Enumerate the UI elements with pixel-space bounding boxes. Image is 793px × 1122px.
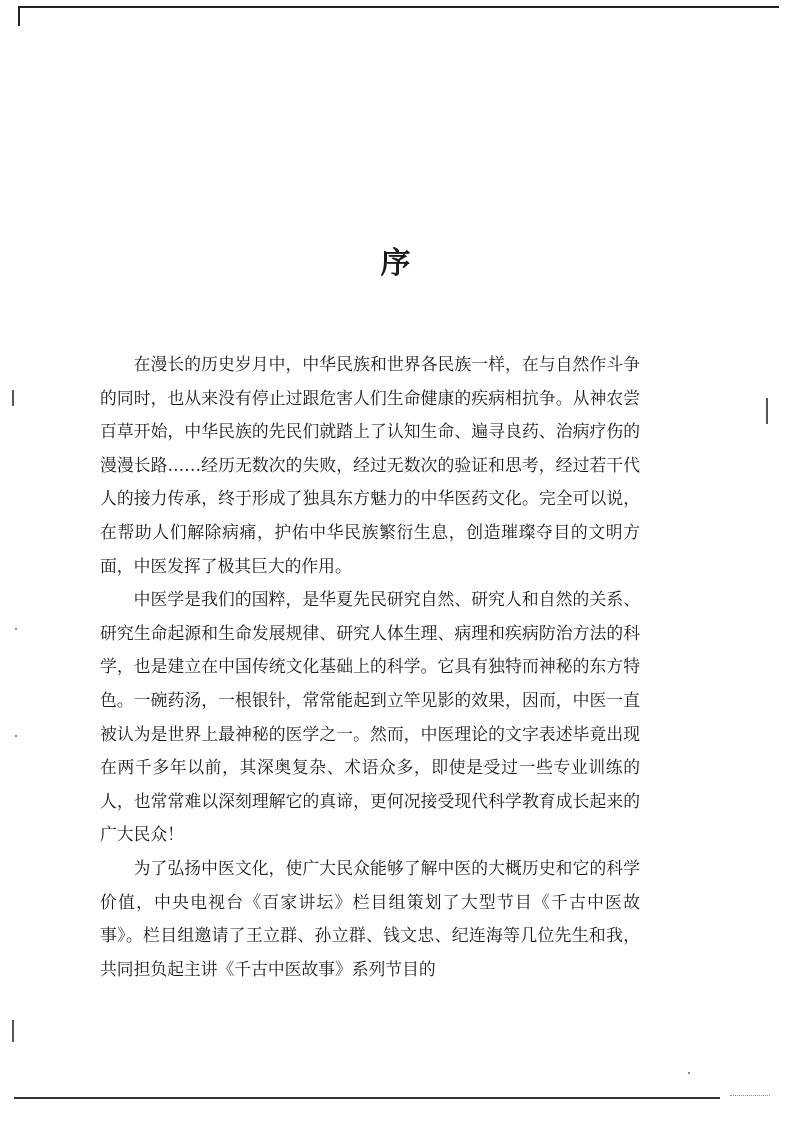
margin-mark	[766, 398, 768, 424]
margin-mark	[12, 390, 14, 406]
scan-speck	[688, 1072, 690, 1074]
scan-speck	[15, 628, 17, 630]
paragraph: 中医学是我们的国粹，是华夏先民研究自然、研究人和自然的关系、研究生命起源和生命发展规律、研究人体生理、病理和疾病防治方法的科学，也是建立在中国传统文化基础上的科学。它具有独特而神秘的东方特色。一碗药汤，一根银针，常常能起到立竿见影的效果，因而，中医一直被认为是世界上最神秘的医学之一。然而，中医理论的文字表述毕竟出现在两千多年以前，其深奥复杂、术语众多，即使是受过一些专业训练的人，也常常难以深刻理解它的真谛，更何况接受现代科学教育成长起来的广大民众！	[100, 589, 640, 845]
scan-speck	[15, 735, 17, 737]
body-text	[100, 348, 640, 986]
paragraph: 为了弘扬中医文化，使广大民众能够了解中医的大概历史和它的科学价值，中央电视台《百家讲坛》栏目组策划了大型节目《千古中医故事》。栏目组邀请了王立群、孙立群、钱文忠、纪连海等几位先生和我，共同担负起主讲《千古中医故事》系列节目的	[100, 857, 640, 979]
top-border-line	[18, 6, 779, 8]
top-left-border-line	[18, 6, 20, 26]
page-title: 序	[380, 246, 413, 282]
bottom-dotted-line	[730, 1095, 770, 1096]
paragraph: 在漫长的历史岁月中，中华民族和世界各民族一样，在与自然作斗争的同时，也从来没有停止过跟危害人们生命健康的疾病相抗争。从神农尝百草开始，中华民族的先民们就踏上了认知生命、遍寻良药、治病疗伤的漫漫长路……经历无数次的失败，经过无数次的验证和思考，经过若干代人的接力传承，终于形成了独具东方魅力的中华医药文化。完全可以说，在帮助人们解除病痛，护佑中华民族繁衍生息，创造璀璨夺目的文明方面，中医发挥了极其巨大的作用。	[100, 354, 640, 576]
bottom-border-line	[14, 1097, 720, 1099]
margin-mark	[12, 1020, 14, 1042]
